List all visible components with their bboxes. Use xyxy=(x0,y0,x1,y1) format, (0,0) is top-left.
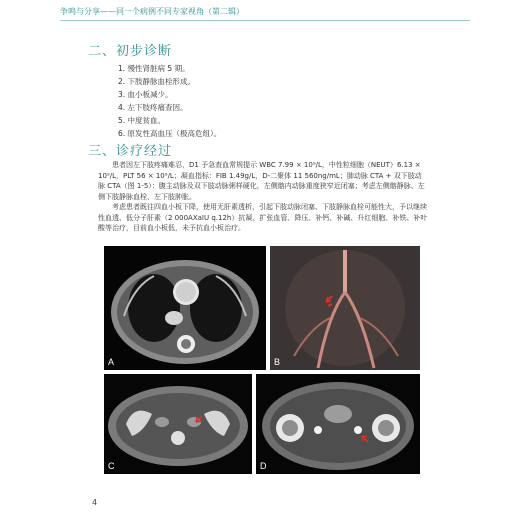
diagnosis-list xyxy=(118,62,221,140)
list-item: 4. 左下肢疼痛查因。 xyxy=(118,103,188,112)
paragraph-1: 患者因左下肢疼痛难忍，D1 予急查血常规提示 WBC 7.99 × 10⁹/L，中性粒细胞（NEUT）6.13 × 10⁹/L，PLT 56 × 10⁹/L；凝血指标：FIB 1.49g/L，D-二聚体 11 560ng/mL；肺动脉 CTA + 双下肢动脉 CTA（图 1-5）：腹主动脉及双下肢动脉粥样硬化，左侧髂内动脉重度狭窄近闭塞；考虑左侧髂静脉、左侧下肢静脉血栓、左下肢肿胀。 xyxy=(98,161,425,201)
cta-vessel-image xyxy=(270,246,420,370)
header-rule xyxy=(60,20,470,21)
ct-chest-image xyxy=(104,246,266,370)
panel-label-d: D xyxy=(260,461,267,471)
panel-label-a: A xyxy=(108,357,115,367)
list-item: 6. 原发性高血压（极高危组）。 xyxy=(118,129,222,138)
page-number: 4 xyxy=(92,498,98,507)
list-item: 5. 中度贫血。 xyxy=(118,116,166,125)
diagnosis-heading: 二、初步诊断 xyxy=(88,44,173,59)
figure-panel-d xyxy=(256,374,420,474)
figure-panel-b xyxy=(270,246,420,370)
panel-label-b: B xyxy=(274,357,281,367)
list-item: 3. 血小板减少。 xyxy=(118,90,173,99)
running-header: 争鸣与分享——同一个病例不同专家视角（第二辑） xyxy=(60,7,244,16)
figure-panel-c xyxy=(104,374,252,474)
ct-pelvis-image-2 xyxy=(256,374,420,474)
ct-pelvis-image-1 xyxy=(104,374,252,474)
list-item: 1. 慢性肾脏病 5 期。 xyxy=(118,64,190,73)
panel-label-c: C xyxy=(108,461,115,471)
figure-panel-a xyxy=(104,246,266,370)
treatment-heading: 三、诊疗经过 xyxy=(88,144,173,159)
list-item: 2. 下肢静脉血栓形成。 xyxy=(118,77,196,86)
paragraph-2: 考虑患者既往四血小板下降，使用无肝素透析，引起下肢动脉闭塞、下肢静脉血栓可能性大，予以继续性血透、低分子肝素（2 000AXaIU q.12h）抗凝、扩张血管、降压、补钙、补碱、升红细胞、补铁、补叶酸等治疗，目前血小板低，未予抗血小板治疗。 xyxy=(98,203,428,232)
